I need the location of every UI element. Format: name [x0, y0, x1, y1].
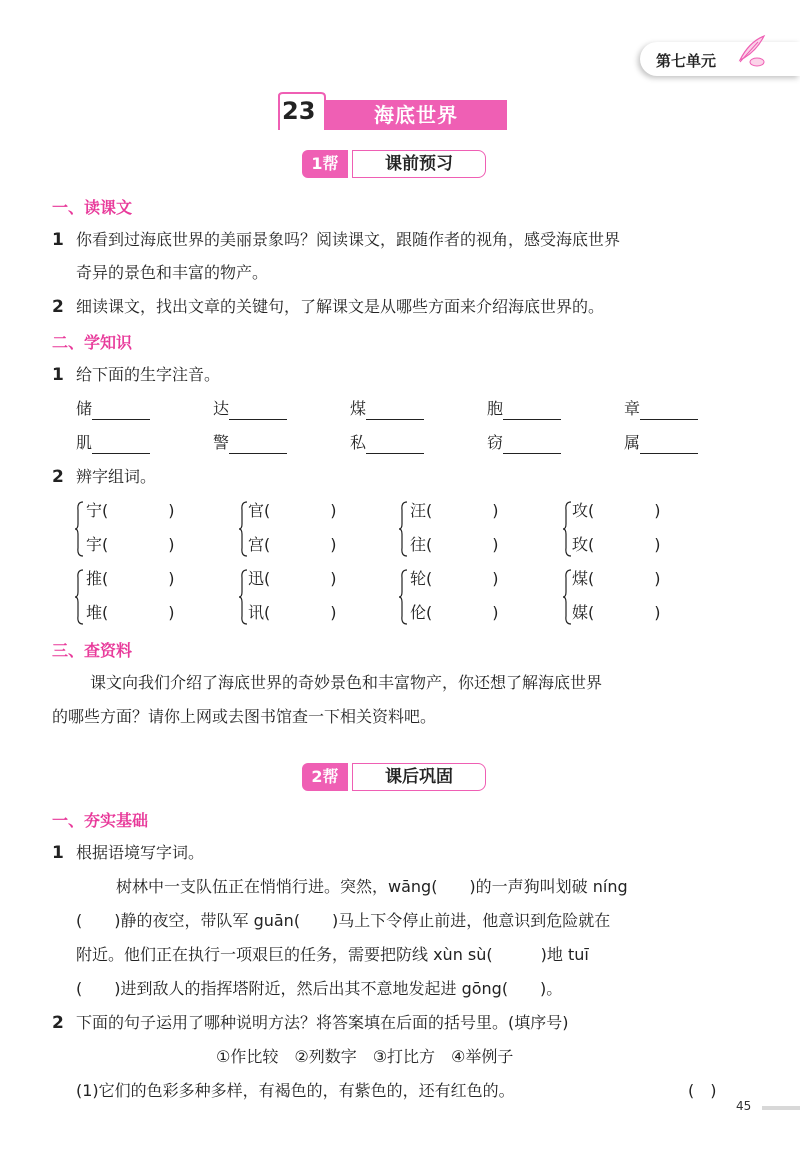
char-item: 警 [213, 432, 287, 454]
answer-blank[interactable] [229, 437, 287, 454]
char-item: 储 [76, 398, 150, 420]
sentence-item: (1)它们的色彩多种多样，有褐色的，有紫色的，还有红色的。 [76, 1081, 515, 1100]
paragraph-text: ( )静的夜空，带队军 guān( )马上下令停止前进，他意识到危险就在 [76, 911, 611, 930]
answer-blank[interactable] [366, 403, 424, 420]
lesson-number: 23 [282, 97, 316, 125]
brace-icon [398, 500, 408, 558]
pair-word: 堆( ) [86, 603, 175, 622]
brace-icon [238, 500, 248, 558]
brace-icon [238, 568, 248, 626]
pair-word: 轮( ) [410, 569, 499, 588]
answer-blank[interactable] [229, 403, 287, 420]
answer-blank[interactable] [366, 437, 424, 454]
pair-word: 玫( ) [572, 535, 661, 554]
paragraph-text: 课文向我们介绍了海底世界的奇妙景色和丰富物产，你还想了解海底世界 [90, 673, 603, 692]
char-item: 窃 [487, 432, 561, 454]
char-item: 肌 [76, 432, 150, 454]
char-item: 胞 [487, 398, 561, 420]
brace-icon [74, 568, 84, 626]
part1-tag: 1帮 [302, 150, 348, 178]
char-item: 达 [213, 398, 287, 420]
question-number: 2 [52, 467, 64, 487]
part2-label: 课后巩固 [352, 763, 486, 791]
brace-icon [562, 568, 572, 626]
pair-word: 宁( ) [86, 501, 175, 520]
section-learn-knowledge: 二、学知识 [52, 333, 133, 352]
question-text: 根据语境写字词。 [76, 843, 205, 862]
question-text: 辨字组词。 [76, 467, 157, 486]
part2-tag: 2帮 [302, 763, 348, 791]
pair-word: 讯( ) [248, 603, 337, 622]
question-text: 给下面的生字注音。 [76, 365, 221, 384]
pair-word: 媒( ) [572, 603, 661, 622]
pair-word: 宫( ) [248, 535, 337, 554]
brace-icon [74, 500, 84, 558]
answer-blank[interactable] [92, 437, 150, 454]
paragraph-text: 树林中一支队伍正在悄悄行进。突然，wāng( )的一声狗叫划破 níng [116, 877, 628, 896]
answer-blank[interactable] [503, 403, 561, 420]
section-research: 三、查资料 [52, 641, 133, 660]
char-item: 属 [624, 432, 698, 454]
pair-word: 宇( ) [86, 535, 175, 554]
answer-blank[interactable] [640, 437, 698, 454]
paragraph-text: 附近。他们正在执行一项艰巨的任务，需要把防线 xùn sù( )地 tuī [76, 945, 589, 964]
answer-blank[interactable] [503, 437, 561, 454]
pair-word: 煤( ) [572, 569, 661, 588]
brace-icon [562, 500, 572, 558]
question-number: 1 [52, 230, 64, 250]
answer-blank[interactable] [640, 403, 698, 420]
pair-word: 迅( ) [248, 569, 337, 588]
page-bar [762, 1106, 800, 1110]
paragraph-text: 的哪些方面？请你上网或去图书馆查一下相关资料吧。 [52, 707, 437, 726]
question-number: 2 [52, 1013, 64, 1033]
question-text: 细读课文，找出文章的关键句，了解课文是从哪些方面来介绍海底世界的。 [76, 297, 605, 316]
answer-paren[interactable]: ( ) [688, 1081, 717, 1100]
brace-icon [398, 568, 408, 626]
pair-word: 汪( ) [410, 501, 499, 520]
paragraph-text: ( )进到敌人的指挥塔附近，然后出其不意地发起进 gōng( )。 [76, 979, 563, 998]
question-text: 下面的句子运用了哪种说明方法？将答案填在后面的括号里。(填序号) [76, 1013, 569, 1032]
char-item: 煤 [350, 398, 424, 420]
question-number: 1 [52, 843, 64, 863]
pair-word: 伦( ) [410, 603, 499, 622]
section-read-text: 一、读课文 [52, 198, 133, 217]
quill-ink-icon [734, 34, 768, 68]
char-item: 章 [624, 398, 698, 420]
page-number: 45 [736, 1099, 752, 1113]
pair-word: 往( ) [410, 535, 499, 554]
answer-blank[interactable] [92, 403, 150, 420]
options-list: ①作比较 ②列数字 ③打比方 ④举例子 [216, 1047, 514, 1066]
question-number: 2 [52, 297, 64, 317]
unit-label: 第七单元 [656, 52, 717, 70]
question-text: 你看到过海底世界的美丽景象吗？阅读课文，跟随作者的视角，感受海底世界 [76, 230, 621, 249]
question-text: 奇异的景色和丰富的物产。 [76, 263, 269, 282]
section-basics: 一、夯实基础 [52, 811, 149, 830]
pair-word: 攻( ) [572, 501, 661, 520]
pair-word: 推( ) [86, 569, 175, 588]
pair-word: 官( ) [248, 501, 337, 520]
part1-label: 课前预习 [352, 150, 486, 178]
char-item: 私 [350, 432, 424, 454]
question-number: 1 [52, 365, 64, 385]
lesson-title: 海底世界 [325, 100, 507, 130]
